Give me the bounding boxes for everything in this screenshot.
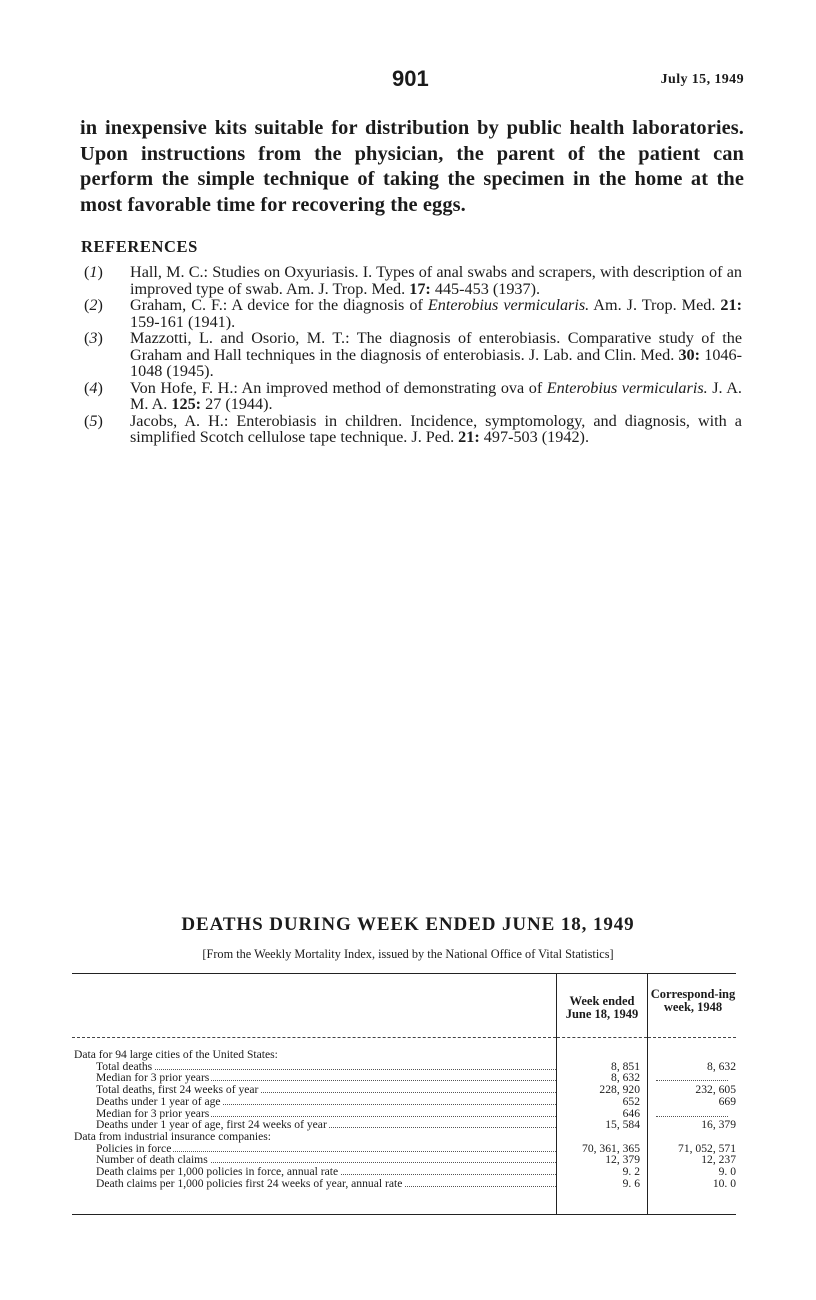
references-heading: REFERENCES <box>81 237 198 256</box>
row-label: Number of death claims <box>96 1153 208 1167</box>
row-label: Data from industrial insurance companies: <box>74 1129 272 1143</box>
value-week: 652 <box>622 1094 640 1108</box>
value-week: 12, 379 <box>605 1153 640 1167</box>
references-list <box>80 264 742 446</box>
body-paragraph: in inexpensive kits suitable for distribution by public health laboratories. Upon instructions from the physician, the parent of the patient can perform the simple technique of taking the specimen in the home at the most favorable time for recovering the eggs. <box>80 117 744 216</box>
reference-item: (5) Jacobs, A. H.: Enterobiasis in children. Incidence, symptomology, and diagnosis, with a simplified Scotch cellulose tape technique. J. Ped. 21: 497-503 (1942). <box>84 411 742 446</box>
table-row <box>72 1108 736 1119</box>
value-week: 8, 632 <box>611 1071 640 1085</box>
value-week: 70, 361, 365 <box>582 1141 640 1155</box>
row-label: Data for 94 large cities of the United States: <box>74 1048 278 1061</box>
reference-item: (1) Hall, M. C.: Studies on Oxyuriasis. I. Types of anal swabs and scrapers, with description of an improved type of swab. Am. J. Trop. Med. 17: 445-453 (1937). <box>84 263 742 298</box>
value-corresponding: 9. 0 <box>718 1165 736 1178</box>
value-week: 8, 851 <box>611 1059 640 1073</box>
table-row <box>72 1096 736 1107</box>
header-separator-label <box>72 1037 556 1038</box>
value-week: 15, 584 <box>605 1118 640 1132</box>
reference-item: (4) Von Hofe, F. H.: An improved method of demonstrating ova of Enterobius vermicularis. J. A. M. A. 125: 27 (1944). <box>84 378 742 413</box>
table-title: DEATHS DURING WEEK ENDED JUNE 18, 1949 <box>181 914 635 935</box>
reference-number: (4) <box>84 378 103 397</box>
dot-leader <box>102 1069 556 1070</box>
reference-number: (5) <box>84 411 103 430</box>
row-label: Death claims per 1,000 policies in force, annual rate <box>96 1165 339 1178</box>
empty-cell-dots <box>656 1116 728 1117</box>
table-row <box>72 1143 736 1154</box>
table-source-note: [From the Weekly Mortality Index, issued by the National Office of Vital Statistics] <box>202 947 614 961</box>
reference-number: (1) <box>84 263 103 281</box>
value-corresponding: 669 <box>718 1094 736 1108</box>
table-row <box>72 1049 736 1060</box>
row-label: Median for 3 prior years <box>96 1071 210 1085</box>
row-label: Policies in force <box>96 1141 172 1155</box>
column-header-week: Week ended June 18, 1949 <box>565 994 639 1021</box>
table-row <box>72 1061 736 1072</box>
table-row <box>72 1072 736 1083</box>
value-corresponding: 12, 237 <box>701 1153 736 1167</box>
value-corresponding: 8, 632 <box>707 1059 736 1073</box>
value-week: 9. 2 <box>622 1165 640 1178</box>
value-corresponding: 232, 605 <box>695 1083 736 1097</box>
row-label: Total deaths, first 24 weeks of year <box>96 1083 259 1097</box>
table-row <box>72 1119 736 1130</box>
table-bottom-rule <box>72 1214 736 1215</box>
page-number: 901 <box>392 66 429 91</box>
value-week: 646 <box>622 1106 640 1120</box>
reference-number: (3) <box>84 329 103 347</box>
value-corresponding: 16, 379 <box>701 1118 736 1132</box>
value-week: 9. 6 <box>622 1176 640 1190</box>
row-label: Deaths under 1 year of age <box>96 1094 221 1108</box>
row-label: Death claims per 1,000 policies first 24 weeks of year, annual rate <box>96 1176 403 1190</box>
row-label: Total deaths <box>96 1059 153 1073</box>
value-corresponding: 10. 0 <box>712 1176 736 1190</box>
value-week: 228, 920 <box>599 1083 640 1097</box>
table-top-rule <box>72 973 736 974</box>
column-header-corresponding: Correspond-ing week, 1948 <box>650 987 736 1014</box>
reference-number: (2) <box>84 296 103 314</box>
reference-item: (3) Mazzotti, L. and Osorio, M. T.: The diagnosis of enterobiasis. Comparative study of the Graham and Hall techniques in the diagnosis of enterobiasis. J. Lab. and Clin. Med. 30: 1046-1048 (1945). <box>84 329 743 380</box>
page-date: July 15, 1949 <box>660 72 744 87</box>
row-label: Deaths under 1 year of age, first 24 weeks of year <box>96 1118 327 1132</box>
table-row <box>72 1166 736 1177</box>
row-label: Median for 3 prior years <box>96 1106 210 1120</box>
table-row <box>72 1178 736 1189</box>
table-row <box>72 1154 736 1165</box>
table-row <box>72 1131 736 1142</box>
value-corresponding: 71, 052, 571 <box>678 1141 736 1155</box>
empty-cell-dots <box>656 1080 728 1081</box>
header-separator-corresponding <box>648 1037 736 1038</box>
header-separator-week <box>557 1037 647 1038</box>
reference-item: (2) Graham, C. F.: A device for the diagnosis of Enterobius vermicularis. Am. J. Trop. Med. 21: 159-161 (1941). <box>84 296 742 331</box>
table-row <box>72 1084 736 1095</box>
